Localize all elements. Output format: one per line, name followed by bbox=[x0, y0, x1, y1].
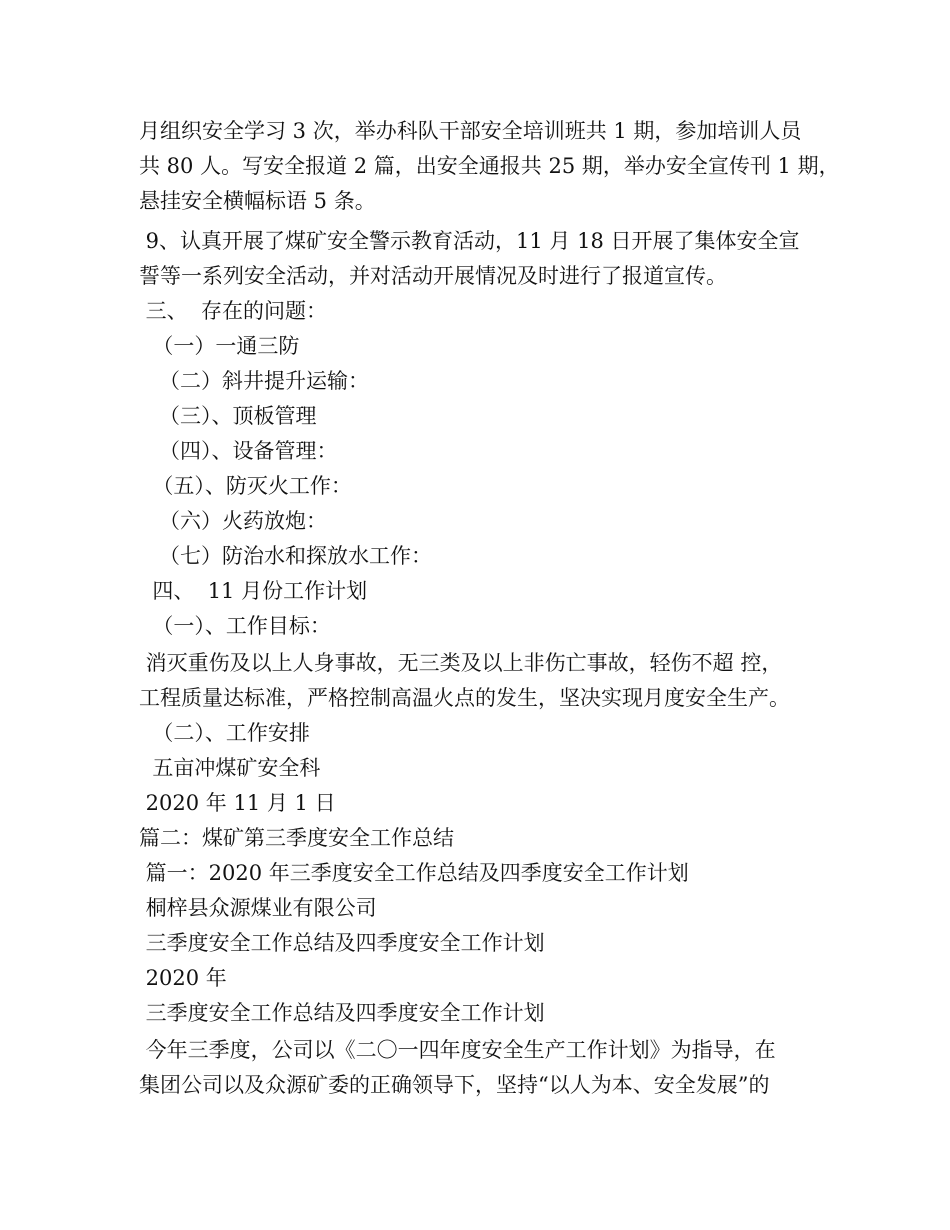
company-name: 桐梓县众源煤业有限公司 bbox=[139, 896, 377, 920]
signature-date: 2020 年 11 月 1 日 bbox=[139, 791, 336, 815]
subsection-heading: （四）、设备管理： bbox=[139, 439, 338, 463]
subsection-heading: （三）、顶板管理 bbox=[139, 404, 317, 428]
signature-org: 五亩冲煤矿安全科 bbox=[139, 756, 321, 780]
report-title: 三季度安全工作总结及四季度安全工作计划 bbox=[139, 1001, 545, 1025]
body-line: 悬挂安全横幅标语 5 条。 bbox=[139, 189, 376, 213]
body-line: 集团公司以及众源矿委的正确领导下，坚持“以人为本、安全发展”的 bbox=[139, 1073, 770, 1097]
article-subtitle: 篇一：2020 年三季度安全工作总结及四季度安全工作计划 bbox=[139, 861, 689, 885]
subsection-heading: （一）一通三防 bbox=[139, 334, 300, 358]
body-line: 今年三季度，公司以《二〇一四年度安全生产工作计划》为指导，在 bbox=[139, 1038, 776, 1062]
article-title: 篇二：煤矿第三季度安全工作总结 bbox=[139, 826, 454, 850]
body-line: 消灭重伤及以上人身事故，无三类及以上非伤亡事故，轻伤不超 控， bbox=[139, 651, 783, 675]
body-line: 誓等一系列安全活动，并对活动开展情况及时进行了报道宣传。 bbox=[139, 264, 727, 288]
section-heading: 三、 存在的问题： bbox=[139, 299, 328, 323]
subsection-heading: （五）、防灭火工作： bbox=[139, 474, 352, 498]
body-line: 共 80 人。写安全报道 2 篇，出安全通报共 25 期，举办安全宣传刊 1 期， bbox=[139, 154, 840, 178]
subsection-heading: （六）火药放炮： bbox=[139, 509, 328, 533]
body-line: 月组织安全学习 3 次，举办科队干部安全培训班共 1 期，参加培训人员 bbox=[139, 119, 802, 143]
body-line: 9、认真开展了煤矿安全警示教育活动，11 月 18 日开展了集体安全宣 bbox=[139, 229, 800, 253]
report-title: 三季度安全工作总结及四季度安全工作计划 bbox=[139, 931, 545, 955]
subsection-heading: （二）、工作安排 bbox=[139, 721, 310, 745]
body-line: 工程质量达标准，严格控制高温火点的发生，坚决实现月度安全生产。 bbox=[139, 686, 790, 710]
report-year: 2020 年 bbox=[139, 966, 227, 990]
subsection-heading: （一）、工作目标： bbox=[139, 614, 331, 638]
section-heading: 四、 11 月份工作计划 bbox=[139, 579, 368, 603]
subsection-heading: （二）斜井提升运输： bbox=[139, 369, 370, 393]
subsection-heading: （七）防治水和探放水工作： bbox=[139, 544, 433, 568]
